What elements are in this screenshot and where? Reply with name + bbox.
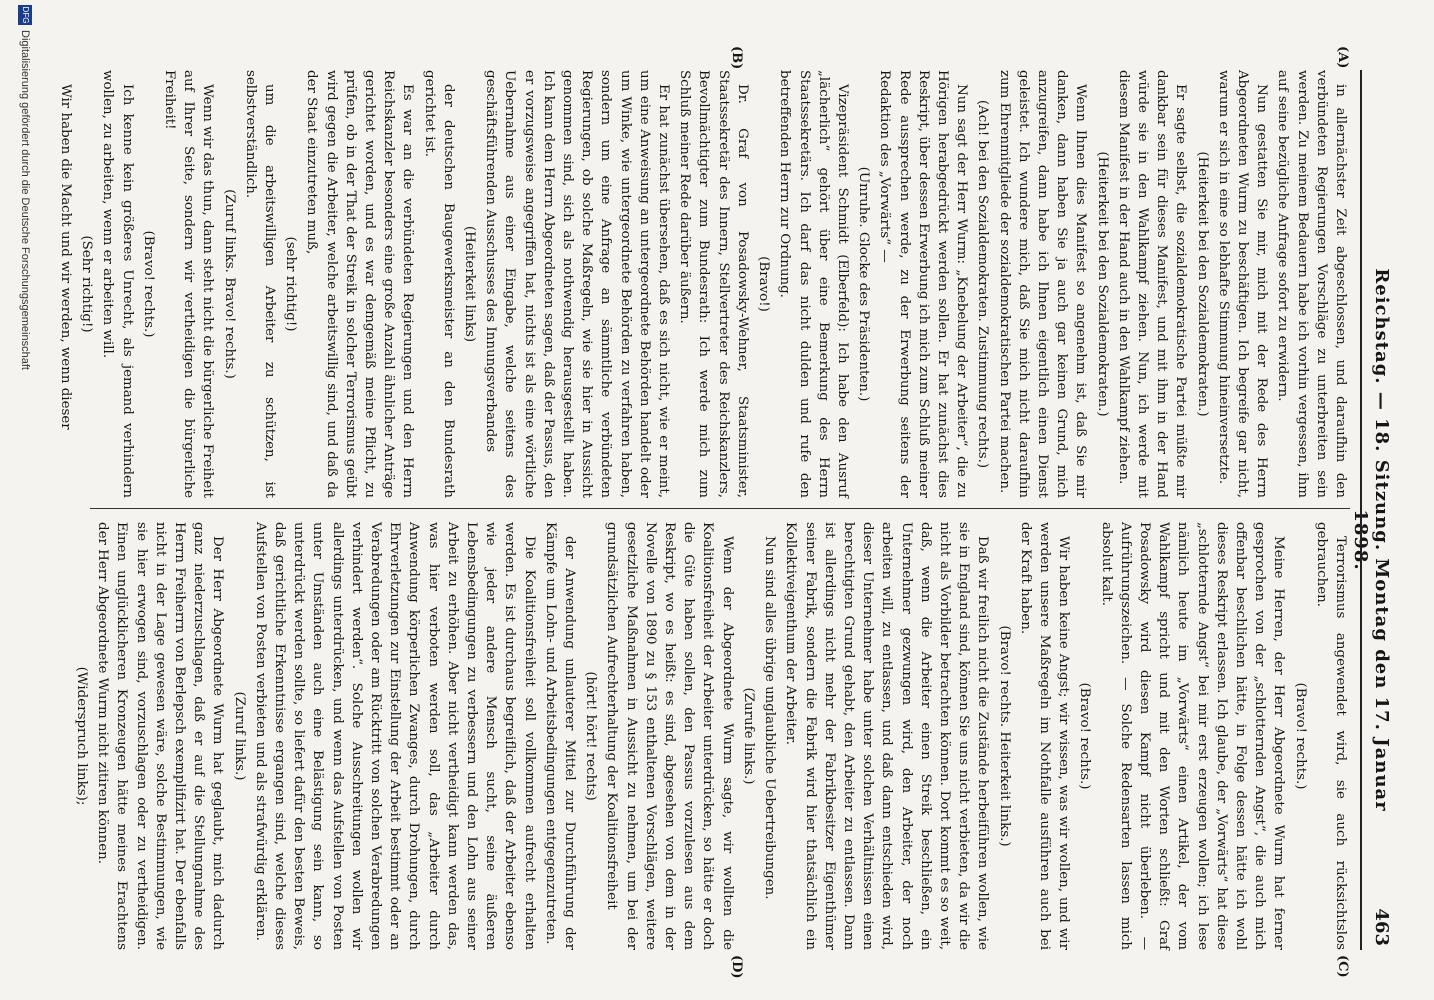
paragraph: Wenn wir das thun, dann steht nicht die bürgerliche Freiheit auf Ihrer Seite, sondern wir vertheidigen die bürgerliche Freiheit! bbox=[162, 70, 216, 498]
paragraph: (Bravo! rechts.) bbox=[140, 230, 156, 338]
paragraph: (Bravo! rechts.) bbox=[1292, 682, 1308, 790]
digitization-footer bbox=[14, 0, 34, 1000]
paragraph: Wenn der Abgeordnete Wurm sagte, wir wollten die Koalitionsfreiheit der Arbeiter unterdrücken, so hätte er doch die Güte haben sollen, den Passus vorzulesen aus dem Reskript, wo es heißt: es sind, abgesehen von dem in der Novelle von 1890 zu § 153 enthaltenen Vorschlägen, weitere gesetzliche Maßnahmen in Aussicht zu nehmen, um bei der grundsätzlichen Aufrechterhaltung der Koalitionsfreiheit bbox=[604, 522, 735, 950]
margin-letter-d: (D) bbox=[729, 955, 744, 979]
page-header bbox=[1350, 70, 1400, 950]
paragraph: (Ach! bei den Sozialdemokraten. Zustimmung rechts.) bbox=[975, 99, 991, 469]
paragraph: (Zuruf links.) bbox=[231, 691, 247, 781]
paragraph: der Anwendung unlauterer Mittel zur Durchführung der Kämpfe um Lohn- und Arbeitsbedingungen entgegenzutreten. bbox=[542, 522, 578, 950]
running-title: Reichstag. — 18. Sitzung. Montag den 17. Januar 1898. bbox=[1350, 268, 1392, 812]
right-text-column bbox=[74, 522, 1350, 950]
paragraph: Nun gestatten Sie mir, mich mit der Rede des Herrn Abgeordneten Wurm zu beschäftigen. Ich begreife gar nicht, warum er sich in eine so lebhafte Stimmung hineinversetzte. bbox=[1215, 70, 1270, 498]
paragraph: Er sagte selbst, die sozialdemokratische Partei müßte mir dankbar sein für dieses Manifest, und mit ihm in der Hand würde sie in den Wahlkampf ziehen. Nun, ich werde mit diesem Manifest in der Hand auch in den Wahlkampf ziehen. bbox=[1115, 70, 1189, 498]
paragraph: (Unruhe. Glocke des Präsidenten.) bbox=[856, 166, 872, 402]
paragraph: Meine Herren, der Herr Abgeordnete Wurm hat ferner gesprochen von der „schlotternden Angst“, die auch mich offenbar beschlichen hätte, in Folge dessen hätte ich wohl dieses Reskript erlassen. Ich glaube, der „Vorwärts“ hat diese „schlotternde Angst“ bei mir erst erzeugen wollen; ich lese nämlich heute im „Vorwärts“ einen Artikel, der vom Wahlkampf spricht und mit den Worten schließt: Graf Posadowsky wird diesen Kampf nicht überleben. — Aufrührungszeichen. — Solche Redensarten lassen mich absolut kalt. bbox=[1098, 522, 1287, 950]
paragraph: Terrorismus angewendet wird, sie auch rücksichtslos gebrauchen. bbox=[1313, 522, 1348, 950]
margin-letter-b: (B) bbox=[729, 46, 744, 70]
column-divider bbox=[90, 508, 1350, 509]
paragraph: Wir haben die Macht und wir werden, wenn dieser bbox=[58, 84, 73, 430]
paragraph: (Widerspruch links); bbox=[74, 666, 89, 806]
paragraph: (Heiterkeit bei den Sozialdemokraten.) bbox=[1094, 151, 1110, 417]
dfg-logo: DFG bbox=[18, 5, 32, 25]
paragraph: Nun sagt der Herr Wurm: „Knebelung der Arbeiter“, die zu Hörigen herabgedrückt werden sollen. Er hat zunächst dies Reskript, über dessen Erwerbung ich mich zum Schluß meiner Rede aussprechen werde, zu der Erwerbung seitens der Redaktion des „Vorwärts“ — bbox=[877, 70, 970, 498]
paragraph: (Bravo!) bbox=[756, 256, 772, 312]
page-number: 463 bbox=[1371, 908, 1392, 946]
paragraph: (sehr richtig!) bbox=[283, 236, 299, 332]
paragraph: Wenn Ihnen dies Manifest so angenehm ist, daß Sie mir danken, dann haben Sie ja auch gar keinen Grund, mich anzugreifen, dann habe ich Ihnen eigentlich einen Dienst geleistet. Ich wundere mich, daß Sie mich nicht daraufhin zum Ehrenmitgliede der sozialdemokratischen Partei machen. bbox=[996, 70, 1089, 498]
margin-letter-a: (A) bbox=[1335, 46, 1350, 69]
paragraph: (Bravo! rechts.) bbox=[1077, 682, 1093, 790]
paragraph: der deutschen Baugewerksmeister an den Bundesrath gerichtet ist. bbox=[421, 70, 456, 498]
margin-letter-c: (C) bbox=[1335, 955, 1350, 978]
paragraph: Vizepräsident Schmidt (Elberfeld): Ich habe den Ausruf „lächerlich“ gehört über eine Bemerkung des Herrn Staatssekretärs. Ich darf das nicht dulden und rufe den betreffenden Herrn zur Ordnung. bbox=[777, 70, 850, 498]
paragraph: Es war an die verbündeten Regierungen und den Herrn Reichskanzler besonders eine große Anzahl ähnlicher Anträge gerichtet worden, und es war demgemäß meine Pflicht, zu prüfen, ob in der That der Streik in solcher Terrorismus geübt wird gegen die Arbeiter, welche arbeitswillig sind, und daß da der Staat einzutreten muß, bbox=[304, 70, 416, 498]
paragraph: (Zurufe links.) bbox=[740, 687, 756, 785]
paragraph: Nun sind alles übrige unglaubliche Uebertreibungen. bbox=[762, 536, 778, 900]
paragraph: (Sehr richtig!) bbox=[79, 235, 95, 333]
paragraph: (Heiterkeit bei den Sozialdemokraten.) bbox=[1194, 151, 1210, 417]
funding-credit: Digitalisierung gefördert durch die Deutsche Forschungsgemeinschaft bbox=[19, 30, 31, 370]
paragraph: Daß wir freilich nicht die Zustände herbeiführen wollen, wie sie in England sind, können Sie uns nicht verbieten, da wir die nicht als Vorbilder betrachten können. Dort kommt es so weit, daß, wenn die Arbeiter einen Streik beschließen, ein Unternehmer gezwungen wird, den Arbeiter, der noch arbeiten will, zu entlassen, und daß dann entschieden wird, dieser Unternehmer habe unter solchen Verhältnissen einen berechtigten Grund gehabt, den Arbeiter zu entlassen. Dann ist allerdings nicht mehr der Fabrikbesitzer Eigenthümer seiner Fabrik, sondern die Fabrik wird hier thatsächlich ein Kollektiveigenthum der Arbeiter. bbox=[783, 522, 991, 950]
left-text-column bbox=[58, 70, 1350, 498]
paragraph: (hört! hört! rechts) bbox=[583, 671, 599, 801]
paragraph: um die arbeitswilligen Arbeiter zu schützen, ist selbstverständlich. bbox=[242, 70, 278, 498]
paragraph: (Heiterkeit links) bbox=[462, 225, 478, 343]
header-rule bbox=[1360, 70, 1362, 950]
paragraph: Die Koalitionsfreiheit soll vollkommen aufrecht erhalten werden. Es ist durchaus begreiflich, daß der Arbeiter ebenso wie jeder andere Mensch sucht, seine äußeren Lebensbedingungen zu verbessern und den Lohn aus seiner Arbeit zu erhöhen. Aber nicht vertheidigt kann werden das, was hier verboten werden soll, das „Arbeiter durch Anwendung körperlichen Zwanges, durch Drohungen, durch Ehrverletzungen zur Einstellung der Arbeit bestimmt oder an Verabredungen oder am Rücktritt von solchen Verabredungen verhindert werden“. Solche Ausschreitungen wollen wir allerdings unterdrücken, und wenn das Aufstellen von Posten unter Umständen auch eine Belästigung sein kann, so unterdrückt werden sollte, so liefert dafür den besten Beweis, daß gerichtliche Erkenntnisse ergangen sind, welche dieses Aufstellen von Posten verbieten und als strafwürdig erklären. bbox=[252, 522, 537, 950]
paragraph: in allernächster Zeit abgeschlossen, und daraufhin den verbündeten Regierungen Vorschläge zu unterbreiten sein werden. Zu meinem Bedauern habe ich vorhin vergessen, ihm auf seine bezügliche Anfrage sofort zu erwidern. bbox=[1275, 70, 1348, 498]
paragraph: Ich kenne kein größeres Unrecht, als jemand verhindern wollen, zu arbeiten, wenn er arbeiten will. bbox=[100, 70, 135, 498]
paragraph: Der Herr Abgeordnete Wurm hat geglaubt, mich dadurch ganz niederzuschlagen, daß er auf die Stellungnahme des Herrn Freiherrn von Berlepsch exemplifizirt hat. Der ebenfalls nicht in der Lage gewesen wäre, solche Bestimmungen, wie sie hier erwogen sind, vorzuschlagen oder zu vertheidigen. Einen unglücklicheren Kronzeugen hätte meines Erachtens der Herr Abgeordnete Wurm nicht zitiren können. bbox=[95, 522, 226, 950]
paragraph: (Zuruf links. Bravo! rechts.) bbox=[221, 189, 237, 379]
paragraph: Wir haben keine Angst; wir wissen, was wir wollen, und wir werden unsere Maßregeln im Nothfalle ausführen auch bei der Kraft haben. bbox=[1017, 522, 1072, 950]
paragraph: Dr. Graf von Posadowsky-Wehner, Staatsminister, Staatssekretär des Innern, Stellvertreter des Reichskanzlers, Bevollmächtigter zum Bundesrath: Ich werde mich zum Schluß meiner Rede darüber äußern. bbox=[677, 70, 750, 498]
paragraph: Er hat zunächst übersehen, daß es sich nicht, wie er meint, um eine Anweisung an untergeordnete Behörden handelt oder um Winke, wie untergeordnete Behörden zu verfahren haben, sondern um eine Anfrage an sämmtliche verbündeten Regierungen, ob solche Maßregeln, wie sie hier in Aussicht genommen sind, sich als nothwendig herausgestellt haben. Ich kann dem Herrn Abgeordneten sagen, daß der Passus, den er vorzugsweise angegriffen hat, nichts ist als eine wörtliche Uebernahme aus einer Eingabe, welche seitens des geschäftsführenden Ausschusses des Innungsverbandes bbox=[483, 70, 672, 498]
paragraph: (Bravo! rechts. Heiterkeit links.) bbox=[996, 625, 1012, 847]
